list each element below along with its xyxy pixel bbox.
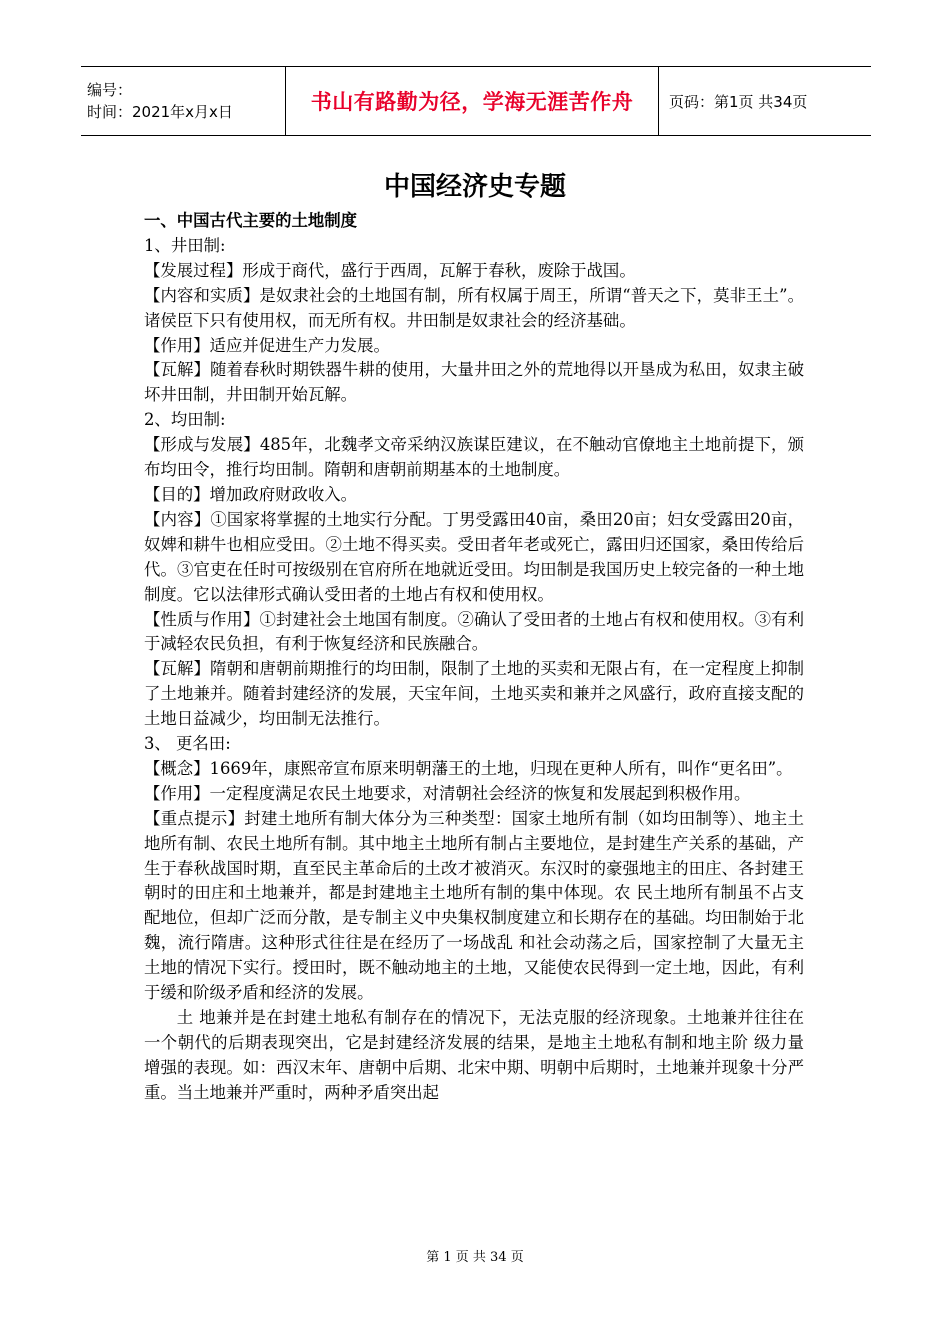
motto: 书山有路勤为径，学海无涯苦作舟	[310, 90, 634, 114]
paragraph: 土 地兼并是在封建土地私有制存在的情况下，无法克服的经济现象。土地兼并往往在一个朝代的后期表现突出，它是封建经济发展的结果，是地主土地私有制和地主阶 级力量增强的表现。如：西汉末年、唐朝中后期、北宋中期、明朝中后期时，土地兼并现象十分严重。当土地兼并严重时，两种矛盾突出起	[144, 1008, 804, 1102]
serial-label: 编号：	[87, 81, 133, 99]
page-info: 页码：第1页 共34页	[659, 67, 872, 136]
paragraph: 【发展过程】形成于商代，盛行于西周，瓦解于春秋，废除于战国。	[144, 260, 636, 280]
header-meta	[81, 67, 286, 136]
subsection-heading: 1、井田制:	[144, 235, 226, 255]
paragraph: 【形成与发展】485年，北魏孝文帝采纳汉族谋臣建议，在不触动官僚地主土地前提下，颁布均田令，推行均田制。隋朝和唐朝前期基本的土地制度。	[144, 435, 804, 480]
page-footer: 第 1 页 共 34 页	[426, 1250, 524, 1265]
paragraph: 【性质与作用】①封建社会土地国有制度。②确认了受田者的土地占有权和使用权。③有利于减轻农民负担，有利于恢复经济和民族融合。	[144, 609, 804, 654]
paragraph: 【作用】一定程度满足农民土地要求，对清朝社会经济的恢复和发展起到积极作用。	[144, 783, 751, 803]
subsection-heading: 2、均田制:	[144, 410, 226, 430]
header-motto-cell	[286, 67, 659, 136]
section-heading: 一、中国古代主要的土地制度	[144, 211, 358, 230]
date-label: 时间：2021年x月x日	[87, 103, 233, 121]
page-header	[81, 66, 871, 136]
document-title: 中国经济史专题	[383, 172, 566, 202]
subsection-heading: 3、 更名田:	[144, 734, 231, 754]
paragraph: 【瓦解】隋朝和唐朝前期推行的均田制，限制了土地的买卖和无限占有，在一定程度上抑制了土地兼并。随着封建经济的发展，天宝年间，土地买卖和兼并之风盛行，政府直接支配的土地日益减少，均田制无法推行。	[144, 659, 804, 729]
paragraph: 【作用】适应并促进生产力发展。	[144, 335, 390, 355]
document-body	[144, 209, 804, 1106]
paragraph: 【内容和实质】是奴隶社会的土地国有制，所有权属于周王，所谓“普天之下，莫非王土”。诸侯臣下只有使用权，而无所有权。井田制是奴隶社会的经济基础。	[144, 285, 804, 330]
paragraph: 【重点提示】封建土地所有制大体分为三种类型：国家土地所有制（如均田制等）、地主土地所有制、农民土地所有制。其中地主土地所有制占主要地位，是封建生产关系的基础，产生于春秋战国时期，直至民主革命后的土改才被消灭。东汉时的豪强地主的田庄、各封建王朝时的田庄和土地兼并，都是封建地主土地所有制的集中体现。农 民土地所有制虽不占支配地位，但却广泛而分散，是专制主义中央集权制度建立和长期存在的基础。均田制始于北魏，流行隋唐。这种形式往往是在经历了一场战乱 和社会动荡之后，国家控制了大量无主土地的情况下实行。授田时，既不触动地主的土地，又能使农民得到一定土地，因此，有利于缓和阶级矛盾和经济的发展。	[144, 808, 804, 1003]
paragraph: 【概念】1669年，康熙帝宣布原来明朝藩王的土地，归现在更种人所有，叫作“更名田”。	[144, 758, 793, 778]
paragraph: 【内容】①国家将掌握的土地实行分配。丁男受露田40亩，桑田20亩；妇女受露田20亩，奴婢和耕牛也相应受田。②土地不得买卖。受田者年老或死亡，露田归还国家，桑田传给后代。③官吏在任时可按级别在官府所在地就近受田。均田制是我国历史上较完备的一种土地制度。它以法律形式确认受田者的土地占有权和使用权。	[144, 509, 804, 604]
paragraph: 【瓦解】随着春秋时期铁器牛耕的使用，大量井田之外的荒地得以开垦成为私田，奴隶主破坏井田制，井田制开始瓦解。	[144, 360, 804, 405]
paragraph: 【目的】增加政府财政收入。	[144, 484, 358, 504]
